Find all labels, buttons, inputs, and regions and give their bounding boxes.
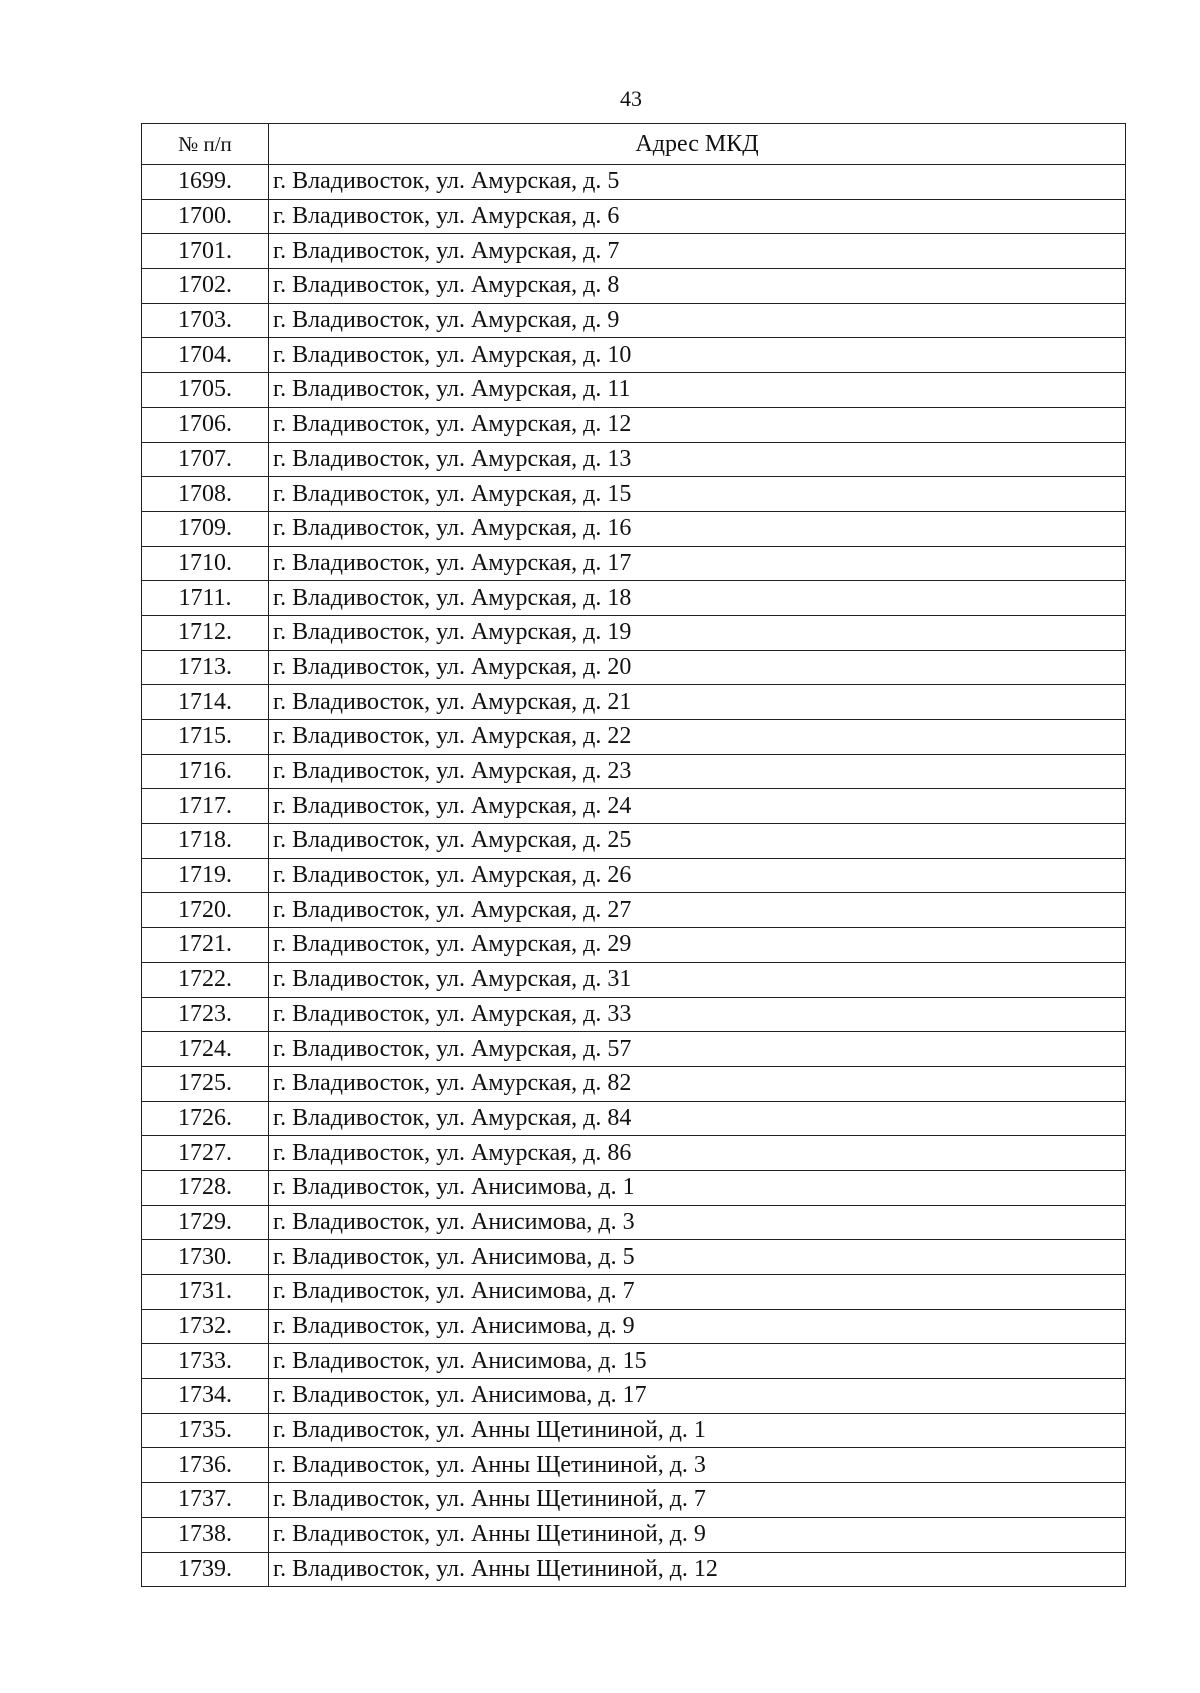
row-address: г. Владивосток, ул. Амурская, д. 31	[269, 962, 1126, 997]
table-row	[142, 1066, 1126, 1101]
row-address: г. Владивосток, ул. Амурская, д. 6	[269, 199, 1126, 234]
row-address: г. Владивосток, ул. Анны Щетининой, д. 1	[269, 1413, 1126, 1448]
row-number: 1738.	[142, 1517, 269, 1552]
row-address: г. Владивосток, ул. Амурская, д. 20	[269, 650, 1126, 685]
row-address: г. Владивосток, ул. Амурская, д. 15	[269, 477, 1126, 512]
row-number: 1700.	[142, 199, 269, 234]
row-address: г. Владивосток, ул. Амурская, д. 24	[269, 789, 1126, 824]
table-row	[142, 1344, 1126, 1379]
table-row	[142, 199, 1126, 234]
table-row	[142, 511, 1126, 546]
table-row	[142, 1413, 1126, 1448]
column-header-number: № п/п	[142, 124, 269, 165]
row-number: 1721.	[142, 928, 269, 963]
table-row	[142, 1136, 1126, 1171]
row-number: 1724.	[142, 1032, 269, 1067]
table-row	[142, 685, 1126, 720]
table-row	[142, 615, 1126, 650]
table-row	[142, 1483, 1126, 1518]
row-number: 1729.	[142, 1205, 269, 1240]
row-address: г. Владивосток, ул. Амурская, д. 23	[269, 754, 1126, 789]
row-number: 1710.	[142, 546, 269, 581]
table-row	[142, 546, 1126, 581]
table-row	[142, 1032, 1126, 1067]
table-row	[142, 303, 1126, 338]
row-address: г. Владивосток, ул. Амурская, д. 33	[269, 997, 1126, 1032]
table-row	[142, 720, 1126, 755]
row-number: 1704.	[142, 338, 269, 373]
table-row	[142, 269, 1126, 304]
table-row	[142, 858, 1126, 893]
row-number: 1720.	[142, 893, 269, 928]
row-address: г. Владивосток, ул. Амурская, д. 13	[269, 442, 1126, 477]
table-row	[142, 581, 1126, 616]
table-row	[142, 1240, 1126, 1275]
row-number: 1714.	[142, 685, 269, 720]
table-row	[142, 1101, 1126, 1136]
row-number: 1701.	[142, 234, 269, 269]
row-number: 1735.	[142, 1413, 269, 1448]
row-address: г. Владивосток, ул. Амурская, д. 19	[269, 615, 1126, 650]
row-address: г. Владивосток, ул. Амурская, д. 16	[269, 511, 1126, 546]
row-number: 1731.	[142, 1275, 269, 1310]
row-address: г. Владивосток, ул. Анисимова, д. 17	[269, 1379, 1126, 1414]
row-address: г. Владивосток, ул. Амурская, д. 18	[269, 581, 1126, 616]
row-address: г. Владивосток, ул. Анны Щетининой, д. 3	[269, 1448, 1126, 1483]
table-row	[142, 1205, 1126, 1240]
row-address: г. Владивосток, ул. Анисимова, д. 1	[269, 1170, 1126, 1205]
row-address: г. Владивосток, ул. Анисимова, д. 3	[269, 1205, 1126, 1240]
table-row	[142, 338, 1126, 373]
row-number: 1737.	[142, 1483, 269, 1518]
row-address: г. Владивосток, ул. Амурская, д. 5	[269, 165, 1126, 200]
row-address: г. Владивосток, ул. Анисимова, д. 9	[269, 1309, 1126, 1344]
row-number: 1699.	[142, 165, 269, 200]
row-address: г. Владивосток, ул. Анисимова, д. 5	[269, 1240, 1126, 1275]
table-row	[142, 893, 1126, 928]
row-number: 1736.	[142, 1448, 269, 1483]
table-row	[142, 650, 1126, 685]
table-header	[142, 124, 1126, 165]
row-address: г. Владивосток, ул. Амурская, д. 86	[269, 1136, 1126, 1171]
row-address: г. Владивосток, ул. Амурская, д. 11	[269, 373, 1126, 408]
row-address: г. Владивосток, ул. Анисимова, д. 7	[269, 1275, 1126, 1310]
row-address: г. Владивосток, ул. Анны Щетининой, д. 9	[269, 1517, 1126, 1552]
row-number: 1706.	[142, 407, 269, 442]
row-address: г. Владивосток, ул. Анны Щетининой, д. 12	[269, 1552, 1126, 1587]
table-row	[142, 477, 1126, 512]
row-number: 1709.	[142, 511, 269, 546]
row-number: 1732.	[142, 1309, 269, 1344]
row-address: г. Владивосток, ул. Амурская, д. 9	[269, 303, 1126, 338]
row-number: 1726.	[142, 1101, 269, 1136]
page-number: 43	[620, 86, 642, 111]
row-address: г. Владивосток, ул. Амурская, д. 27	[269, 893, 1126, 928]
row-address: г. Владивосток, ул. Амурская, д. 8	[269, 269, 1126, 304]
table-row	[142, 789, 1126, 824]
row-number: 1739.	[142, 1552, 269, 1587]
row-number: 1707.	[142, 442, 269, 477]
row-number: 1723.	[142, 997, 269, 1032]
table-row	[142, 997, 1126, 1032]
row-number: 1734.	[142, 1379, 269, 1414]
table-row	[142, 1275, 1126, 1310]
table-row	[142, 373, 1126, 408]
header-row	[142, 124, 1126, 165]
row-number: 1715.	[142, 720, 269, 755]
table-row	[142, 1379, 1126, 1414]
row-number: 1733.	[142, 1344, 269, 1379]
row-number: 1725.	[142, 1066, 269, 1101]
row-address: г. Владивосток, ул. Амурская, д. 84	[269, 1101, 1126, 1136]
row-address: г. Владивосток, ул. Амурская, д. 10	[269, 338, 1126, 373]
row-address: г. Владивосток, ул. Амурская, д. 57	[269, 1032, 1126, 1067]
row-address: г. Владивосток, ул. Амурская, д. 21	[269, 685, 1126, 720]
table-row	[142, 962, 1126, 997]
row-number: 1711.	[142, 581, 269, 616]
table-row	[142, 1517, 1126, 1552]
table-row	[142, 234, 1126, 269]
table-row	[142, 754, 1126, 789]
table-row	[142, 824, 1126, 859]
row-number: 1708.	[142, 477, 269, 512]
row-number: 1730.	[142, 1240, 269, 1275]
table-body	[142, 165, 1126, 1587]
row-number: 1717.	[142, 789, 269, 824]
row-number: 1702.	[142, 269, 269, 304]
table-row	[142, 442, 1126, 477]
row-number: 1716.	[142, 754, 269, 789]
row-number: 1719.	[142, 858, 269, 893]
row-number: 1705.	[142, 373, 269, 408]
row-number: 1712.	[142, 615, 269, 650]
table-row	[142, 1170, 1126, 1205]
row-number: 1727.	[142, 1136, 269, 1171]
row-address: г. Владивосток, ул. Анисимова, д. 15	[269, 1344, 1126, 1379]
row-number: 1722.	[142, 962, 269, 997]
table-row	[142, 165, 1126, 200]
row-address: г. Владивосток, ул. Анны Щетининой, д. 7	[269, 1483, 1126, 1518]
table-row	[142, 407, 1126, 442]
table-row	[142, 1309, 1126, 1344]
table-row	[142, 928, 1126, 963]
row-address: г. Владивосток, ул. Амурская, д. 22	[269, 720, 1126, 755]
table-row	[142, 1448, 1126, 1483]
row-address: г. Владивосток, ул. Амурская, д. 29	[269, 928, 1126, 963]
row-address: г. Владивосток, ул. Амурская, д. 25	[269, 824, 1126, 859]
column-header-address: Адрес МКД	[269, 124, 1126, 165]
table-row	[142, 1552, 1126, 1587]
row-address: г. Владивосток, ул. Амурская, д. 12	[269, 407, 1126, 442]
row-number: 1718.	[142, 824, 269, 859]
row-number: 1703.	[142, 303, 269, 338]
row-address: г. Владивосток, ул. Амурская, д. 7	[269, 234, 1126, 269]
row-number: 1728.	[142, 1170, 269, 1205]
row-address: г. Владивосток, ул. Амурская, д. 82	[269, 1066, 1126, 1101]
row-address: г. Владивосток, ул. Амурская, д. 17	[269, 546, 1126, 581]
row-address: г. Владивосток, ул. Амурская, д. 26	[269, 858, 1126, 893]
address-table	[141, 123, 1126, 1587]
row-number: 1713.	[142, 650, 269, 685]
